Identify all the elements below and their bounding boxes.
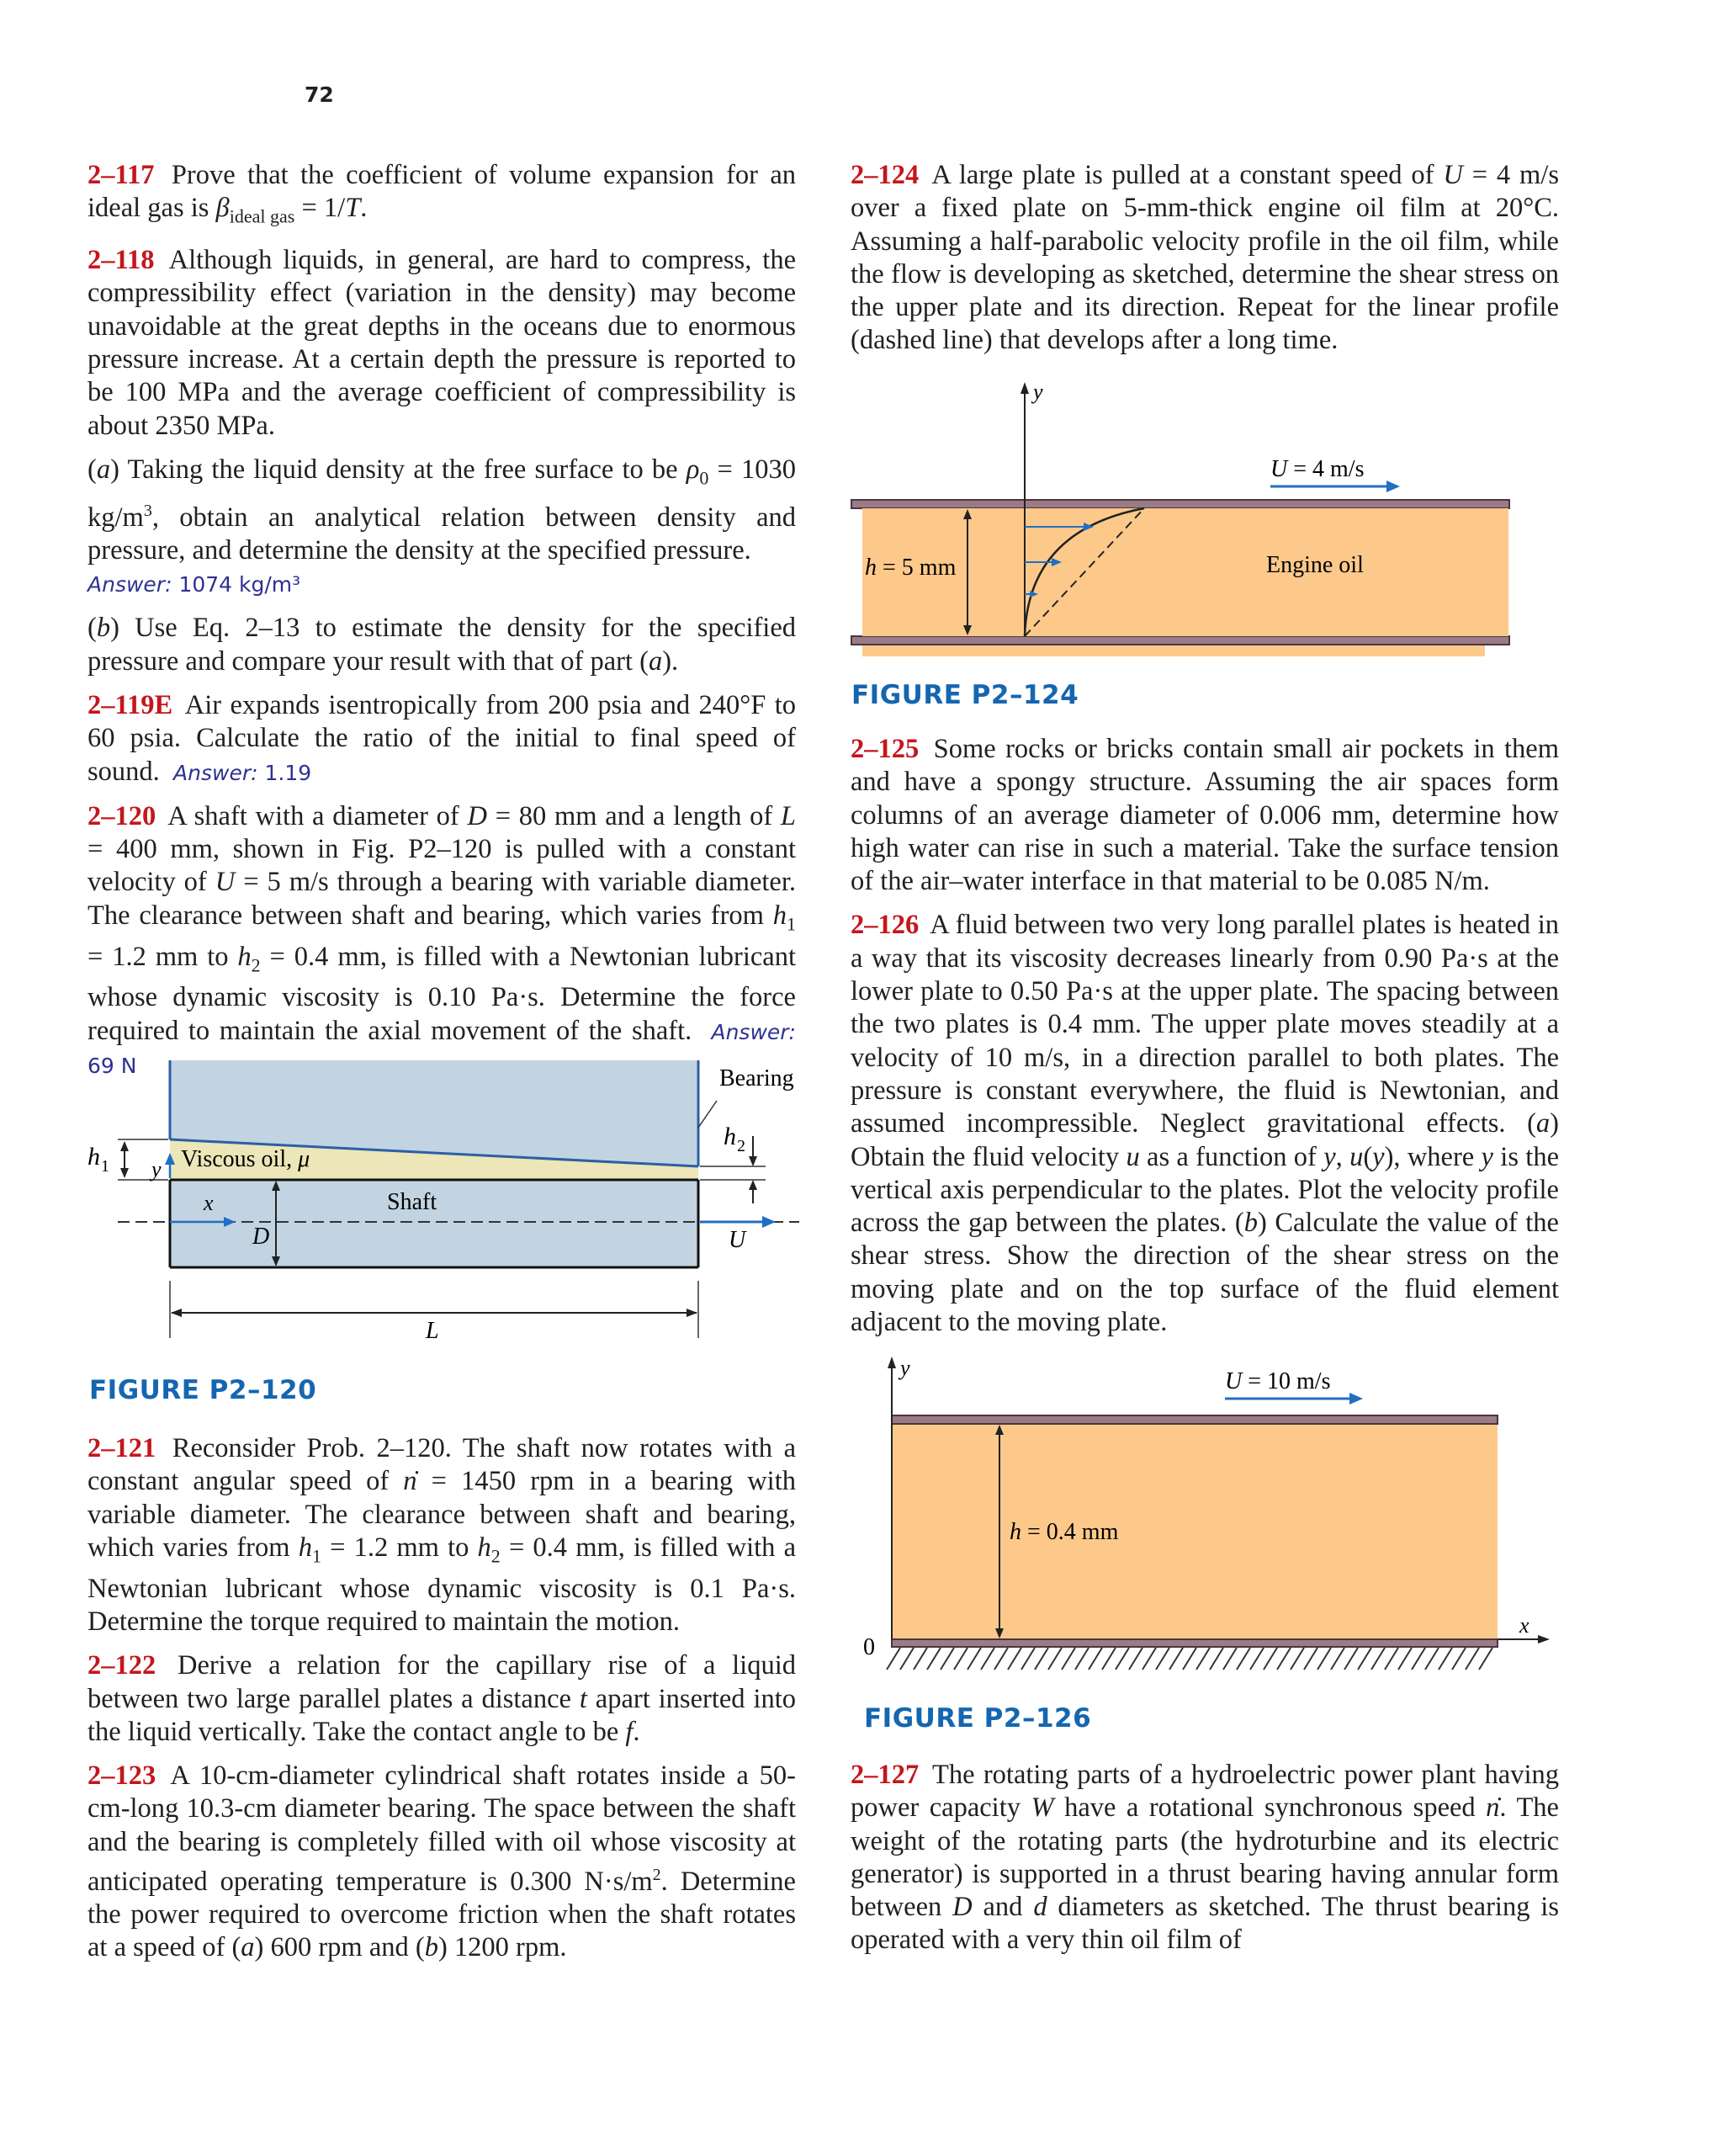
hatch-line: [927, 1648, 941, 1670]
y-label: y: [1033, 380, 1043, 404]
hatch-line: [1075, 1648, 1089, 1670]
problem-2-122: 2–122 Derive a relation for the capillary rise of a liquid between two large parallel plates a distance t apart inserted into the liquid vertically. Take the contact angle to be f.: [87, 1650, 796, 1747]
hatch-line: [981, 1648, 994, 1670]
hatch-line: [1385, 1648, 1398, 1670]
hatch-line: [1250, 1648, 1264, 1670]
problem-2-121: 2–121 Reconsider Prob. 2–120. The shaft now rotates with a constant angular speed of n = 1450 rpm in a bearing with variable diameter. The clearance between shaft and bearing, which varies from $h_1 = 1.2$ mm to $h_2 = 0.4$ mm, is filled with a Newtonian lubricant whose dynamic viscosity is 0.1 Pa·s. Determine the torque required to maintain the motion.: [87, 1433, 797, 1637]
U-label: U = 10 m/s: [1225, 1368, 1331, 1394]
problem-number: 2–123: [87, 1760, 156, 1792]
problem-number: 2–127: [851, 1760, 920, 1790]
problem-2-123: 2–123 A 10-cm-diameter cylindrical shaft rotates inside a 50-cm-long 10.3-cm diameter bearing. The space between the shaft and the bearing is completely filled with oil whose viscosity at anticipated operating temperature is 0.300 $N\cdot s/m^2$. Determine the power required to overcome friction when the shaft rotates at a speed of (a) 600 rpm and (b) 1200 rpm.: [87, 1760, 796, 1963]
x-label: x: [1519, 1613, 1529, 1638]
problem-2-118: 2–118 Although liquids, in general, are hard to compress, the compressibility effect (variation in the density) may become unavoidable at the great depths in the oceans due to enormous pressure increase. At a certain depth the pressure is reported to be 100 MPa and the average coefficient of compressibility is about 2350 MPa.: [87, 245, 796, 441]
left-column-bottom: [87, 1432, 796, 1976]
figure-caption-p2-126: FIGURE P2–126: [864, 1703, 1092, 1734]
problem-number: 2–126: [851, 910, 920, 941]
svg-text:1: 1: [101, 1157, 109, 1176]
hatch-line: [1237, 1648, 1250, 1670]
hatch-line: [1344, 1648, 1358, 1670]
problem-number: 2–117: [87, 160, 155, 190]
D-label: D: [252, 1224, 270, 1250]
problem-2-125: 2–125 Some rocks or bricks contain small air pockets in them and have a spongy structure. Assuming the air spaces form columns of an average diameter of 0.006 mm, determine how high water can rise in such a material. Take the surface tension of the air–water interface in that material to be 0.085 N/m.: [851, 734, 1560, 897]
U-label: U = 4 m/s: [1270, 456, 1365, 482]
hatch-line: [1196, 1648, 1210, 1670]
hatch-line: [1398, 1648, 1412, 1670]
hatch-line: [1129, 1648, 1142, 1670]
h1-label: h: [87, 1143, 100, 1171]
y-label: y: [900, 1356, 910, 1380]
right-column-bottom: [851, 1759, 1559, 1968]
hatch-line: [1439, 1648, 1452, 1670]
problem-2-126: 2–126 A fluid between two very long parallel plates is heated in a way that its viscosity decreases linearly from 0.90 Pa·s at the lower plate to 0.50 Pa·s at the upper plate. The spacing between the two plates is 0.4 mm. The upper plate moves steadily at a velocity of 10 m/s, in a direction parallel to both plates. The pressure is constant everywhere, the fluid is Newtonian, and assumed incompressible. Neglect gravitational effects. (a) Obtain the fluid velocity u as a function of y, u(y), where y is the vertical axis perpendicular to the plates. Plot the velocity profile across the gap between the plates. (b) Calculate the value of the shear stress. Show the direction of the shear stress on the moving plate and on the top surface of the fluid element adjacent to the moving plate.: [851, 910, 1559, 1338]
hatch-line: [1035, 1648, 1048, 1670]
zero-label: 0: [863, 1634, 875, 1660]
problem-number: 2–125: [851, 734, 920, 764]
hatch-line: [1062, 1648, 1075, 1670]
hatch-line: [900, 1648, 914, 1670]
hatch-line: [1008, 1648, 1021, 1670]
problem-number: 2–120: [87, 800, 156, 831]
hatch-line: [1142, 1648, 1156, 1670]
h2-label: h: [724, 1123, 736, 1150]
problem-2-120: 2–120 A shaft with a diameter of D = 80 mm and a length of L = 400 mm, shown in Fig. P2–120 is pulled with a constant velocity of U = 5 m/s through a bearing with variable diameter. The clearance between shaft and bearing, which varies from $h_1 = 1.2$ mm to $h_2 = 0.4$ mm, is filled with a Newtonian lubricant whose dynamic viscosity is 0.10 Pa·s. Determine the force required to maintain the axial movement of the shaft. Answer: 69 N: [87, 800, 796, 1078]
hatch-line: [1116, 1648, 1129, 1670]
hatch-line: [1412, 1648, 1425, 1670]
problem-2-118-a: (a) Taking the liquid density at the free surface to be $\rho_0 = 1030$ $kg/m^3$, obtain an analytical relation between density and pressure, and determine the density at the specified pressure.: [87, 454, 796, 566]
h-label: h = 5 mm: [865, 555, 957, 581]
hatch-line: [1089, 1648, 1102, 1670]
problem-number: 2–118: [87, 245, 155, 276]
hatch-line: [1021, 1648, 1035, 1670]
page-number: 72: [305, 82, 334, 107]
x-label: x: [204, 1191, 214, 1215]
figure-caption-p2-124: FIGURE P2–124: [851, 680, 1079, 710]
hatch-line: [1277, 1648, 1291, 1670]
left-column-top: [87, 159, 796, 1093]
hatch-line: [1183, 1648, 1196, 1670]
hatch-line: [1102, 1648, 1116, 1670]
h-label: h = 0.4 mm: [1010, 1519, 1119, 1545]
bearing-label: Bearing: [719, 1065, 794, 1091]
figure-p2-124: [841, 370, 1531, 656]
problem-2-127: 2–127 The rotating parts of a hydroelectric power plant having power capacity W have a rotational synchronous speed n. The weight of the rotating parts (the hydroturbine and its electric generator) is supported in a thrust bearing having annular form between D and d diameters as sketched. The thrust bearing is operated with a very thin oil film of: [851, 1760, 1559, 1956]
hatch-line: [968, 1648, 981, 1670]
problem-2-117: 2–117 Prove that the coefficient of volume expansion for an ideal gas is $\beta_{ideal gas} = 1/T$.: [87, 160, 797, 227]
viscous-oil-label: Viscous oil, μ: [181, 1146, 310, 1172]
hatch-line: [954, 1648, 968, 1670]
problem-2-119E: 2–119E Air expands isentropically from 200 psia and 240°F to 60 psia. Calculate the ratio of the initial to final speed of sound. Answer: 1.19: [87, 689, 796, 787]
upper-plate: [851, 500, 1509, 508]
upper-plate: [892, 1415, 1498, 1424]
U-label: U: [729, 1227, 746, 1253]
hatch-line: [1169, 1648, 1183, 1670]
ground-hatching: [887, 1648, 1492, 1670]
lower-plate: [892, 1639, 1498, 1647]
engine-oil-label: Engine oil: [1266, 552, 1364, 578]
hatch-line: [1291, 1648, 1304, 1670]
problem-number: 2–122: [87, 1650, 156, 1681]
hatch-line: [1210, 1648, 1223, 1670]
figure-caption-p2-120: FIGURE P2–120: [89, 1375, 317, 1405]
hatch-line: [1425, 1648, 1439, 1670]
hatch-line: [1264, 1648, 1277, 1670]
hatch-line: [914, 1648, 927, 1670]
hatch-line: [1317, 1648, 1331, 1670]
hatch-line: [1304, 1648, 1317, 1670]
fluid-region: [892, 1424, 1498, 1639]
hatch-line: [1223, 1648, 1237, 1670]
hatch-line: [1371, 1648, 1385, 1670]
hatch-line: [1479, 1648, 1492, 1670]
y-label: y: [151, 1157, 162, 1182]
L-label: L: [426, 1318, 439, 1344]
hatch-line: [1331, 1648, 1344, 1670]
right-column-middle: [851, 733, 1559, 1350]
hatch-line: [1048, 1648, 1062, 1670]
hatch-line: [1358, 1648, 1371, 1670]
hatch-line: [941, 1648, 954, 1670]
figure-p2-126: [850, 1346, 1556, 1683]
hatch-line: [1156, 1648, 1169, 1670]
problem-number: 2–124: [851, 160, 920, 190]
svg-text:2: 2: [737, 1137, 745, 1155]
problem-2-124: 2–124 A large plate is pulled at a constant speed of U = 4 m/s over a fixed plate on 5-mm-thick engine oil film at 20°C. Assuming a half-parabolic velocity profile in the oil film, while the flow is developing as sketched, determine the shear stress on the upper plate and its direction. Repeat for the linear profile (dashed line) that develops after a long time.: [851, 160, 1559, 356]
problem-number: 2–119E: [87, 689, 173, 720]
hatch-line: [1466, 1648, 1479, 1670]
figure-p2-120: [76, 1052, 816, 1355]
hatch-line: [887, 1648, 900, 1670]
problem-2-118-b: (b) Use Eq. 2–13 to estimate the density for the specified pressure and compare your result with that of part (a).: [87, 613, 796, 677]
problem-number: 2–121: [87, 1433, 156, 1463]
right-column-top: [851, 159, 1559, 369]
hatch-line: [1452, 1648, 1466, 1670]
answer-2-118: Answer: 1074 kg/m³: [87, 572, 301, 597]
hatch-line: [994, 1648, 1008, 1670]
shaft-label: Shaft: [387, 1189, 437, 1215]
lower-plate: [851, 636, 1509, 645]
